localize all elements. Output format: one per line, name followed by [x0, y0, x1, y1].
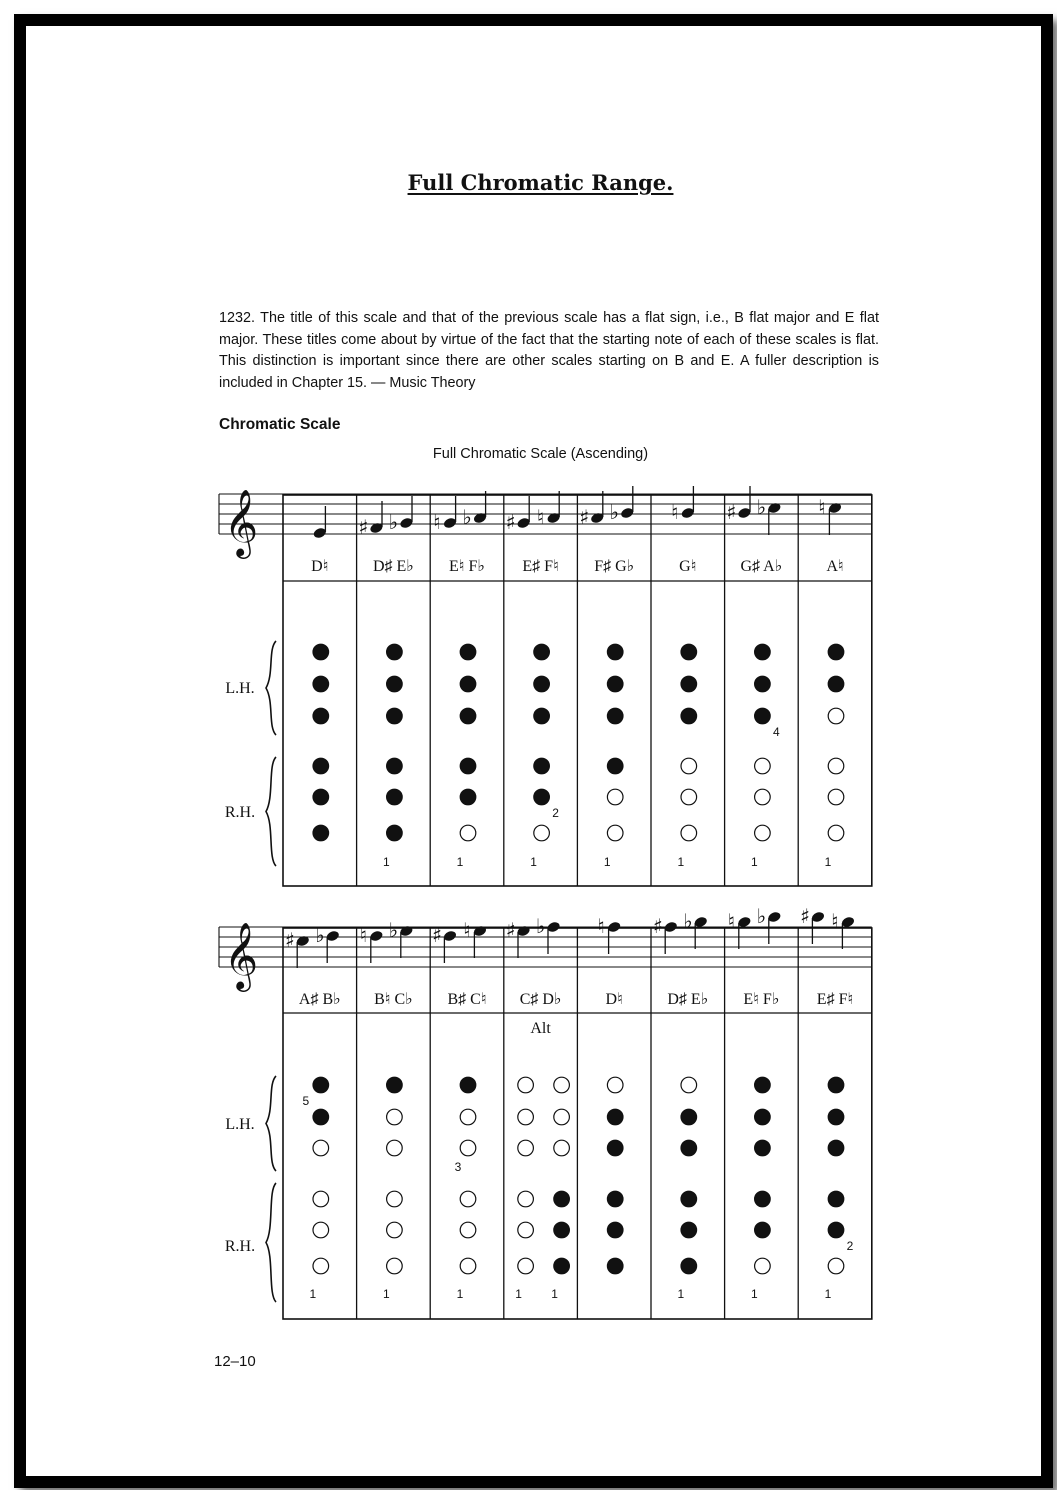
left-hand-label: L.H.	[225, 680, 255, 697]
open-hole	[607, 825, 623, 841]
staff-note	[369, 501, 384, 534]
finger-number: 1	[383, 1287, 390, 1301]
left-hand-brace	[266, 641, 276, 735]
accidental-sign: ♭	[756, 904, 767, 928]
closed-hole	[460, 789, 476, 805]
alt-fingering-label: Alt	[530, 1020, 551, 1037]
chart-title: Full Chromatic Scale (Ascending)	[432, 446, 649, 462]
note-name-label: E♯ F♮	[816, 991, 854, 1008]
note-name-label: A♮	[826, 558, 844, 575]
closed-hole	[313, 789, 329, 805]
accidental-sign: ♮	[597, 914, 605, 938]
staff-note	[546, 491, 561, 524]
open-hole	[460, 1109, 476, 1125]
closed-hole	[554, 1222, 570, 1238]
open-hole	[518, 1222, 534, 1238]
staff-note	[590, 491, 605, 524]
closed-hole	[313, 1077, 329, 1093]
finger-number: 1	[603, 855, 611, 869]
finger-number: 1	[530, 855, 537, 869]
accidental-sign: ♭	[756, 495, 767, 519]
staff-note	[693, 916, 708, 949]
closed-hole	[313, 825, 329, 841]
accidental-sign: ♭	[683, 909, 693, 933]
closed-hole	[460, 708, 476, 724]
open-hole	[681, 825, 697, 841]
open-hole	[313, 1222, 329, 1238]
open-hole	[534, 825, 550, 841]
accidental-sign: ♮	[671, 500, 679, 524]
right-hand-label: R.H.	[224, 804, 256, 821]
closed-hole	[828, 1222, 844, 1238]
open-hole	[554, 1109, 570, 1125]
open-hole	[681, 1077, 697, 1093]
note-name-label: B♮ C♭	[374, 991, 413, 1008]
accidental-sign: ♯	[284, 928, 295, 952]
right-hand-label: R.H.	[224, 1238, 256, 1255]
accidental-sign: ♯	[432, 923, 442, 947]
closed-hole	[681, 1140, 697, 1156]
accidental-sign: ♭	[388, 510, 399, 534]
staff-note	[295, 935, 310, 968]
finger-mark: 2	[846, 1239, 854, 1253]
accidental-sign: ♭	[609, 500, 619, 524]
finger-number: 1	[677, 855, 685, 869]
open-hole	[828, 708, 844, 724]
staff-note	[828, 502, 843, 535]
closed-hole	[313, 644, 329, 660]
staff-note	[325, 930, 340, 963]
open-hole	[828, 825, 844, 841]
open-hole	[607, 1077, 623, 1093]
closed-hole	[534, 644, 550, 660]
right-hand-brace	[266, 1183, 276, 1302]
closed-hole	[607, 676, 623, 692]
open-hole	[755, 825, 771, 841]
treble-clef-glyph: 𝄞	[223, 921, 259, 989]
note-name-label: E♯ F♮	[522, 558, 559, 575]
note-name-label: D♯ E♭	[667, 991, 709, 1008]
open-hole	[387, 1140, 403, 1156]
open-hole	[313, 1140, 329, 1156]
accidental-sign: ♮	[463, 918, 471, 942]
open-hole	[313, 1258, 329, 1274]
staff-note	[516, 925, 531, 958]
accidental-sign: ♯	[652, 914, 663, 938]
note-name-label: A♯ B♭	[298, 991, 341, 1008]
note-name-label: B♯ C♮	[447, 991, 487, 1008]
closed-hole	[681, 1222, 697, 1238]
closed-hole	[828, 676, 844, 692]
open-hole	[460, 1140, 476, 1156]
closed-hole	[387, 758, 403, 774]
treble-clef-icon	[224, 921, 258, 992]
open-hole	[460, 1222, 476, 1238]
closed-hole	[755, 1191, 771, 1207]
finger-mark: 4	[773, 725, 780, 739]
finger-number: 1	[677, 1287, 685, 1301]
note-name-label: G♯ A♭	[740, 558, 783, 575]
body-paragraph: 1232. The title of this scale and that of the previous scale has a flat sign, i.e., B flat major and E flat major. These titles come about by virtue of the fact that the starting note of each of these scales is flat. This distinction is important since there are other scales starting on B and E. A fuller description is included in Chapter 15. — Music Theory	[219, 310, 879, 391]
closed-hole	[313, 758, 329, 774]
closed-hole	[828, 1109, 844, 1125]
finger-number: 1	[824, 855, 832, 869]
closed-hole	[755, 1140, 771, 1156]
page-number: 12–10	[214, 1353, 256, 1370]
closed-hole	[755, 1222, 771, 1238]
accidental-sign: ♭	[535, 914, 546, 938]
finger-mark: 5	[302, 1094, 310, 1108]
accidental-sign: ♮	[818, 495, 826, 519]
accidental-sign: ♯	[505, 510, 516, 534]
closed-hole	[554, 1191, 570, 1207]
accidental-sign: ♮	[537, 505, 545, 529]
open-hole	[681, 758, 697, 774]
note-name-label: D♮	[311, 558, 329, 575]
left-hand-brace	[266, 1076, 276, 1171]
accidental-sign: ♮	[727, 909, 735, 933]
finger-number: 1	[456, 855, 464, 869]
open-hole	[460, 825, 476, 841]
closed-hole	[534, 708, 550, 724]
open-hole	[387, 1222, 403, 1238]
closed-hole	[387, 708, 403, 724]
finger-number: 1	[824, 1287, 832, 1301]
closed-hole	[755, 1109, 771, 1125]
closed-hole	[607, 1109, 623, 1125]
right-hand-brace	[266, 757, 276, 866]
accidental-sign: ♮	[359, 923, 367, 947]
closed-hole	[460, 758, 476, 774]
closed-hole	[387, 789, 403, 805]
closed-hole	[681, 1191, 697, 1207]
page-title: Full Chromatic Range.	[407, 170, 674, 195]
accidental-sign: ♭	[388, 918, 399, 942]
treble-clef-glyph: 𝄞	[223, 488, 259, 556]
closed-hole	[313, 1109, 329, 1125]
open-hole	[518, 1258, 534, 1274]
accidental-sign: ♯	[358, 515, 369, 539]
open-hole	[755, 1258, 771, 1274]
finger-number: 1	[751, 1287, 758, 1301]
open-hole	[828, 758, 844, 774]
finger-number: 1	[751, 855, 758, 869]
accidental-sign: ♯	[505, 918, 516, 942]
closed-hole	[607, 1191, 623, 1207]
closed-hole	[755, 708, 771, 724]
open-hole	[387, 1109, 403, 1125]
closed-hole	[534, 758, 550, 774]
staff-note	[369, 930, 384, 963]
closed-hole	[607, 1222, 623, 1238]
finger-mark: 3	[454, 1160, 462, 1174]
staff-note	[399, 925, 414, 958]
finger-number: 1	[515, 1287, 522, 1301]
closed-hole	[681, 644, 697, 660]
closed-hole	[755, 1077, 771, 1093]
closed-hole	[460, 644, 476, 660]
finger-number: 1	[551, 1287, 558, 1301]
closed-hole	[607, 758, 623, 774]
open-hole	[554, 1140, 570, 1156]
staff-note	[737, 916, 752, 949]
closed-hole	[755, 644, 771, 660]
open-hole	[518, 1109, 534, 1125]
closed-hole	[460, 1077, 476, 1093]
closed-hole	[828, 1077, 844, 1093]
closed-hole	[607, 644, 623, 660]
closed-hole	[828, 1191, 844, 1207]
accidental-sign: ♮	[831, 909, 839, 933]
closed-hole	[828, 644, 844, 660]
open-hole	[460, 1258, 476, 1274]
open-hole	[828, 789, 844, 805]
closed-hole	[607, 1140, 623, 1156]
closed-hole	[607, 1258, 623, 1274]
closed-hole	[313, 676, 329, 692]
note-name-label: D♮	[605, 991, 623, 1008]
note-name-label: F♯ G♭	[594, 558, 635, 575]
open-hole	[518, 1077, 534, 1093]
closed-hole	[387, 1077, 403, 1093]
closed-hole	[460, 676, 476, 692]
open-hole	[607, 789, 623, 805]
open-hole	[755, 789, 771, 805]
note-name-label: C♯ D♭	[519, 991, 562, 1008]
open-hole	[681, 789, 697, 805]
finger-number: 1	[456, 1287, 464, 1301]
staff-note	[443, 930, 458, 963]
closed-hole	[681, 1258, 697, 1274]
closed-hole	[387, 644, 403, 660]
closed-hole	[387, 825, 403, 841]
accidental-sign: ♭	[462, 505, 472, 529]
note-name-label: D♯ E♭	[372, 558, 414, 575]
closed-hole	[828, 1140, 844, 1156]
accidental-sign: ♮	[433, 510, 441, 534]
closed-hole	[607, 708, 623, 724]
open-hole	[387, 1191, 403, 1207]
left-hand-label: L.H.	[225, 1116, 255, 1133]
closed-hole	[554, 1258, 570, 1274]
closed-hole	[534, 676, 550, 692]
accidental-sign: ♯	[579, 505, 590, 529]
open-hole	[313, 1191, 329, 1207]
closed-hole	[387, 676, 403, 692]
staff-note	[767, 502, 782, 535]
note-name-label: G♮	[679, 558, 697, 575]
open-hole	[755, 758, 771, 774]
closed-hole	[681, 708, 697, 724]
open-hole	[828, 1258, 844, 1274]
finger-mark: 2	[552, 806, 559, 820]
finger-number: 1	[309, 1287, 317, 1301]
staff-note	[473, 491, 488, 524]
open-hole	[460, 1191, 476, 1207]
note-name-label: E♮ F♭	[449, 558, 485, 575]
closed-hole	[681, 676, 697, 692]
treble-clef-icon	[224, 488, 258, 559]
staff-note	[473, 925, 488, 958]
closed-hole	[755, 676, 771, 692]
section-heading: Chromatic Scale	[219, 416, 341, 433]
closed-hole	[534, 789, 550, 805]
closed-hole	[313, 708, 329, 724]
accidental-sign: ♯	[726, 500, 737, 524]
staff-note	[841, 916, 856, 949]
open-hole	[554, 1077, 570, 1093]
open-hole	[518, 1191, 534, 1207]
open-hole	[387, 1258, 403, 1274]
open-hole	[518, 1140, 534, 1156]
accidental-sign: ♭	[315, 923, 325, 947]
note-name-label: E♮ F♭	[743, 991, 780, 1008]
finger-number: 1	[383, 855, 390, 869]
accidental-sign: ♯	[800, 904, 810, 928]
closed-hole	[681, 1109, 697, 1125]
